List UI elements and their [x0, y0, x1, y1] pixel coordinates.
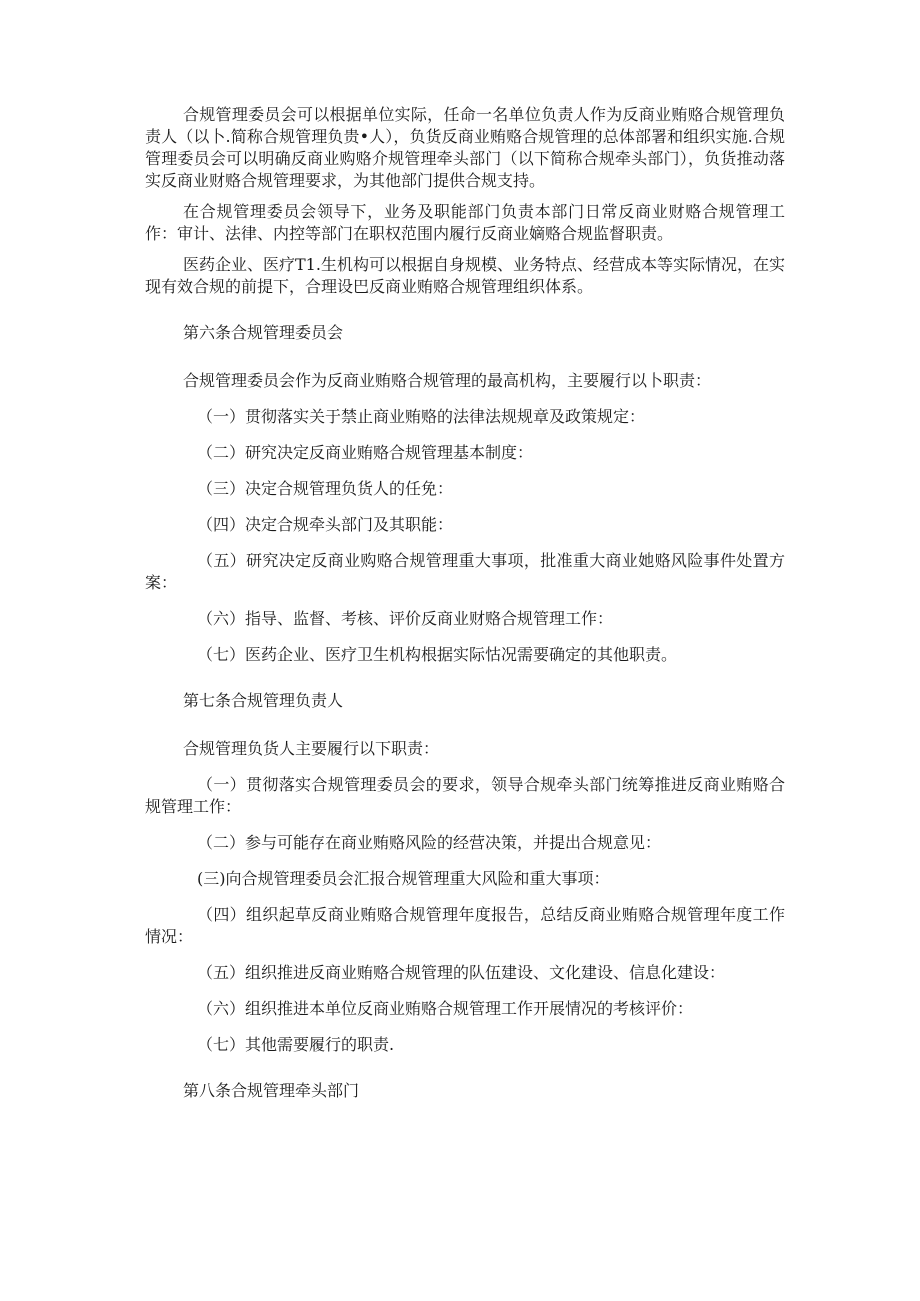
article-6-item: （六）指导、监督、考核、评价反商业财赂合规管理工作： [197, 609, 614, 628]
article-7-intro: 合规管理负货人主要履行以下职责： [183, 739, 440, 758]
article-6-item: （五）研究决定反商业购赂合规管理重大事项，批准重大商业她赂风险事件处置方案： [145, 551, 785, 592]
article-6-intro: 合规管理委员会作为反商业贿赂合规管理的最高机构，主要履行以卜职责： [183, 371, 712, 390]
article-7-item: （一）贯彻落实合规管理委员会的要求，领导合规牵头部门统筹推进反商业贿赂合规管理工作： [145, 775, 785, 816]
article-6-item: （二）研究决定反商业贿赂合规管理基本制度： [197, 443, 534, 462]
article-6-item: （三）决定合规管理负货人的任免： [197, 479, 454, 498]
article-7-heading: 第七条合规管理负责人 [183, 691, 344, 710]
article-7-item: （二）参与可能存在商业贿赂风险的经营决策，并提出合规意见： [197, 833, 662, 852]
article-8-heading: 第八条合规管理牵头部门 [183, 1081, 360, 1100]
article-6-item: （四）决定合规牵头部门及其职能： [197, 515, 454, 534]
article-7-item: （五）组织推进反商业贿赂合规管理的队伍建设、文化建设、信息化建设： [197, 963, 726, 982]
article-7-item: (三)向合规管理委员会汇报合规管理重大风险和重大事项： [197, 869, 610, 888]
article-6-heading: 第六条合规管理委员会 [183, 323, 344, 342]
article-7-item: （七）其他需要履行的职责. [197, 1035, 395, 1054]
article-7-item: （六）组织推进本单位反商业贿赂合规管理工作开展情况的考核评价： [197, 999, 694, 1018]
article-6-item: （一）贯彻落实关于禁止商业贿赂的法律法规规章及政策规定： [197, 407, 646, 426]
document-page [145, 104, 785, 1102]
paragraph-3: 医药企业、医疗T1.生机构可以根据自身规模、业务特点、经营成本等实际情况，在实现有效合规的前提下，合理设巴反商业贿赂合规管理组织体系。 [145, 255, 785, 296]
paragraph-2: 在合规管理委员会领导下，业务及职能部门负责本部门日常反商业财赂合规管理工作：审计、法律、内控等部门在职权范围内履行反商业嫡赂合规监督职责。 [145, 202, 785, 243]
paragraph-1: 合规管理委员会可以根据单位实际，任命一名单位负责人作为反商业贿赂合规管理负责人（以卜.简称合规管理负贵•人），负货反商业贿赂合规管理的总体部署和组织实施.合规管理委员会可以明确反商业购赂介规管理牵头部门（以下简称合规牵头部门），负货推动落实反商业财赂合规管理要求，为其他部门提供合规支持。 [145, 105, 785, 190]
article-6-item: （七）医药企业、医疗卫生机构根据实际怙况需要确定的其他职责。 [197, 645, 678, 664]
article-7-item: （四）组织起草反商业贿赂合规管理年度报告，总结反商业贿赂合规管理年度工作情况： [145, 905, 785, 946]
